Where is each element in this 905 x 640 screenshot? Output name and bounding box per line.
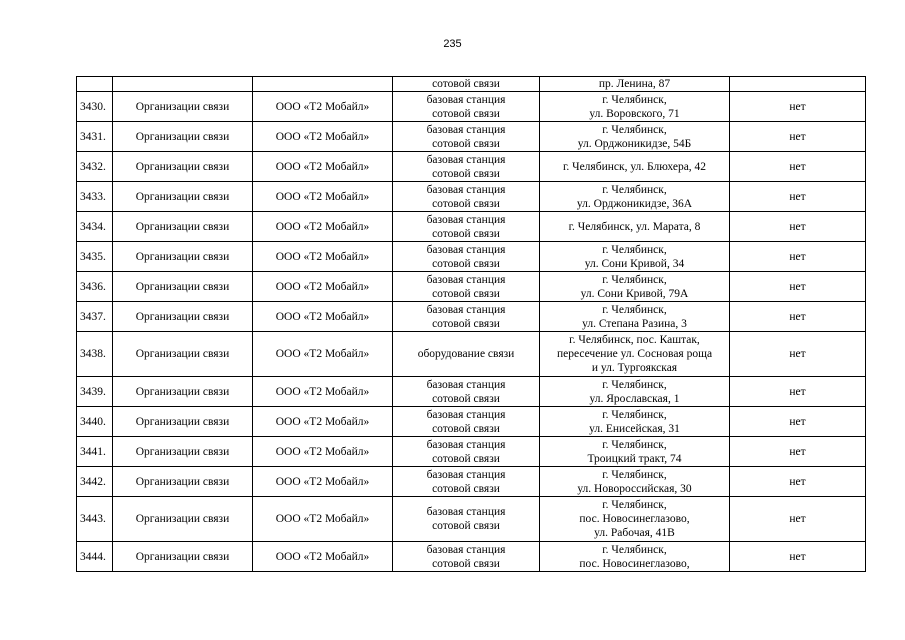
cell-line: ул. Новороссийская, 30 (577, 482, 692, 495)
cell-status: нет (730, 407, 866, 437)
cell-address (540, 497, 730, 542)
cell-category: Организации связи (113, 407, 253, 437)
cell-line: сотовой связи (432, 137, 500, 150)
cell-org: ООО «Т2 Мобайл» (253, 467, 393, 497)
cell-num: 3437. (77, 302, 113, 332)
cell-line: ул. Сони Кривой, 34 (584, 257, 685, 270)
cell-line: г. Челябинск, (602, 499, 667, 511)
cell-line: сотовой связи (432, 392, 500, 405)
cell-category: Организации связи (113, 152, 253, 182)
cell-line: г. Челябинск, (602, 183, 667, 196)
cell-num: 3440. (77, 407, 113, 437)
cell-status: нет (730, 182, 866, 212)
cell-address (540, 377, 730, 407)
cell-type (393, 212, 540, 242)
cell-status: нет (730, 542, 866, 572)
cell-num: 3435. (77, 242, 113, 272)
cell-num: 3438. (77, 332, 113, 377)
cell-line: г. Челябинск, (602, 273, 667, 286)
cell-org: ООО «Т2 Мобайл» (253, 182, 393, 212)
table-row (77, 332, 866, 377)
cell-status: нет (730, 467, 866, 497)
cell-status: нет (730, 437, 866, 467)
cell-num: 3433. (77, 182, 113, 212)
cell-line: сотовой связи (432, 287, 500, 300)
cell-org (253, 77, 393, 92)
cell-line: сотовой связи (432, 197, 500, 210)
cell-org: ООО «Т2 Мобайл» (253, 242, 393, 272)
cell-category: Организации связи (113, 272, 253, 302)
cell-category: Организации связи (113, 212, 253, 242)
table-row (77, 467, 866, 497)
cell-num: 3431. (77, 122, 113, 152)
cell-line: ул. Воровского, 71 (589, 107, 680, 120)
cell-category: Организации связи (113, 437, 253, 467)
cell-line: базовая станция (426, 243, 506, 256)
cell-line: и ул. Тургоякская (591, 362, 678, 374)
cell-line: сотовой связи (432, 422, 500, 435)
cell-line: оборудование связи (417, 348, 515, 360)
cell-address (540, 92, 730, 122)
cell-num: 3443. (77, 497, 113, 542)
cell-status: нет (730, 92, 866, 122)
table-row (77, 122, 866, 152)
cell-line: базовая станция (426, 303, 506, 316)
cell-line: г. Челябинск, ул. Марата, 8 (568, 220, 701, 233)
cell-line: г. Челябинск, (602, 93, 667, 106)
cell-line: пос. Новосинеглазово, (579, 513, 690, 525)
table-row (77, 212, 866, 242)
page-number: 235 (443, 38, 462, 50)
cell-type (393, 152, 540, 182)
cell-line: г. Челябинск, ул. Блюхера, 42 (562, 160, 707, 173)
cell-status: нет (730, 332, 866, 377)
table-row (77, 497, 866, 542)
cell-category: Организации связи (113, 92, 253, 122)
cell-type (393, 467, 540, 497)
cell-org: ООО «Т2 Мобайл» (253, 377, 393, 407)
cell-address (540, 542, 730, 572)
table-body (77, 77, 866, 572)
cell-category: Организации связи (113, 542, 253, 572)
cell-address (540, 407, 730, 437)
cell-status: нет (730, 497, 866, 542)
cell-line: ул. Ярославская, 1 (589, 392, 680, 405)
cell-line: сотовой связи (432, 257, 500, 270)
cell-line: г. Челябинск, (602, 303, 667, 316)
cell-line: базовая станция (426, 468, 506, 481)
cell-line: сотовой связи (432, 557, 500, 570)
cell-line: базовая станция (426, 183, 506, 196)
cell-line: ул. Рабочая, 41В (594, 527, 675, 539)
cell-line: ул. Орджоникидзе, 36А (576, 197, 693, 210)
cell-status: нет (730, 152, 866, 182)
cell-line: г. Челябинск, (602, 408, 667, 421)
cell-org: ООО «Т2 Мобайл» (253, 302, 393, 332)
table-row (77, 152, 866, 182)
cell-address (540, 437, 730, 467)
cell-status: нет (730, 242, 866, 272)
cell-line: г. Челябинск, (602, 438, 667, 451)
table-row (77, 272, 866, 302)
cell-line: сотовой связи (432, 520, 500, 532)
table-row (77, 377, 866, 407)
cell-line: г. Челябинск, (602, 123, 667, 136)
registry-table (76, 76, 866, 572)
cell-category: Организации связи (113, 497, 253, 542)
cell-address (540, 152, 730, 182)
cell-org: ООО «Т2 Мобайл» (253, 92, 393, 122)
cell-status: нет (730, 122, 866, 152)
cell-type (393, 542, 540, 572)
cell-line: г. Челябинск, (602, 243, 667, 256)
cell-line: базовая станция (426, 543, 506, 556)
cell-category: Организации связи (113, 377, 253, 407)
cell-address (540, 182, 730, 212)
cell-org: ООО «Т2 Мобайл» (253, 407, 393, 437)
cell-address: пр. Ленина, 87 (540, 77, 730, 92)
cell-line: ул. Енисейская, 31 (589, 422, 680, 435)
cell-line: сотовой связи (432, 227, 500, 240)
cell-category: Организации связи (113, 242, 253, 272)
cell-category: Организации связи (113, 467, 253, 497)
cell-org: ООО «Т2 Мобайл» (253, 152, 393, 182)
cell-line: Троицкий тракт, 74 (587, 452, 682, 465)
table-row (77, 542, 866, 572)
cell-num (77, 77, 113, 92)
cell-line: сотовой связи (432, 107, 500, 120)
cell-line: базовая станция (426, 153, 506, 166)
cell-num: 3444. (77, 542, 113, 572)
table-row-continuation (77, 77, 866, 92)
table-row (77, 302, 866, 332)
cell-line: ул. Сони Кривой, 79А (580, 287, 689, 300)
cell-type (393, 407, 540, 437)
cell-org: ООО «Т2 Мобайл» (253, 497, 393, 542)
cell-status: нет (730, 377, 866, 407)
cell-org: ООО «Т2 Мобайл» (253, 122, 393, 152)
cell-line: ул. Степана Разина, 3 (582, 317, 687, 330)
cell-type (393, 242, 540, 272)
cell-num: 3439. (77, 377, 113, 407)
cell-type: сотовой связи (393, 77, 540, 92)
cell-org: ООО «Т2 Мобайл» (253, 212, 393, 242)
cell-type (393, 497, 540, 542)
cell-org: ООО «Т2 Мобайл» (253, 332, 393, 377)
cell-address (540, 212, 730, 242)
cell-address (540, 332, 730, 377)
cell-address (540, 272, 730, 302)
cell-category: Организации связи (113, 332, 253, 377)
cell-line: пос. Новосинеглазово, (579, 557, 690, 570)
cell-type (393, 92, 540, 122)
table-row (77, 407, 866, 437)
cell-line: ул. Орджоникидзе, 54Б (577, 137, 692, 150)
cell-line: г. Челябинск, (602, 468, 667, 481)
cell-address (540, 302, 730, 332)
cell-num: 3436. (77, 272, 113, 302)
table-row (77, 242, 866, 272)
cell-type (393, 272, 540, 302)
cell-line: сотовой связи (432, 482, 500, 495)
cell-org: ООО «Т2 Мобайл» (253, 542, 393, 572)
cell-type (393, 437, 540, 467)
cell-line: г. Челябинск, (602, 378, 667, 391)
cell-num: 3430. (77, 92, 113, 122)
cell-line: сотовой связи (432, 452, 500, 465)
table-row (77, 182, 866, 212)
cell-type (393, 182, 540, 212)
cell-status: нет (730, 212, 866, 242)
cell-line: базовая станция (426, 273, 506, 286)
cell-address (540, 242, 730, 272)
cell-category: Организации связи (113, 122, 253, 152)
cell-status: нет (730, 272, 866, 302)
cell-status: нет (730, 302, 866, 332)
cell-line: базовая станция (426, 438, 506, 451)
cell-line: пересечение ул. Сосновая роща (556, 348, 713, 360)
cell-line: базовая станция (426, 506, 506, 518)
cell-type (393, 332, 540, 377)
cell-line: базовая станция (426, 93, 506, 106)
cell-num: 3441. (77, 437, 113, 467)
cell-line: базовая станция (426, 408, 506, 421)
table-row (77, 92, 866, 122)
cell-category: Организации связи (113, 302, 253, 332)
cell-line: сотовой связи (432, 167, 500, 180)
table-row (77, 437, 866, 467)
cell-org: ООО «Т2 Мобайл» (253, 437, 393, 467)
cell-org: ООО «Т2 Мобайл» (253, 272, 393, 302)
cell-address (540, 122, 730, 152)
cell-status (730, 77, 866, 92)
cell-num: 3432. (77, 152, 113, 182)
cell-category (113, 77, 253, 92)
cell-line: базовая станция (426, 123, 506, 136)
cell-address (540, 467, 730, 497)
cell-line: г. Челябинск, (602, 543, 667, 556)
cell-type (393, 377, 540, 407)
cell-type (393, 302, 540, 332)
cell-num: 3434. (77, 212, 113, 242)
cell-line: г. Челябинск, пос. Каштак, (569, 334, 700, 346)
cell-category: Организации связи (113, 182, 253, 212)
cell-type (393, 122, 540, 152)
cell-line: сотовой связи (432, 317, 500, 330)
cell-num: 3442. (77, 467, 113, 497)
cell-line: базовая станция (426, 213, 506, 226)
cell-line: базовая станция (426, 378, 506, 391)
